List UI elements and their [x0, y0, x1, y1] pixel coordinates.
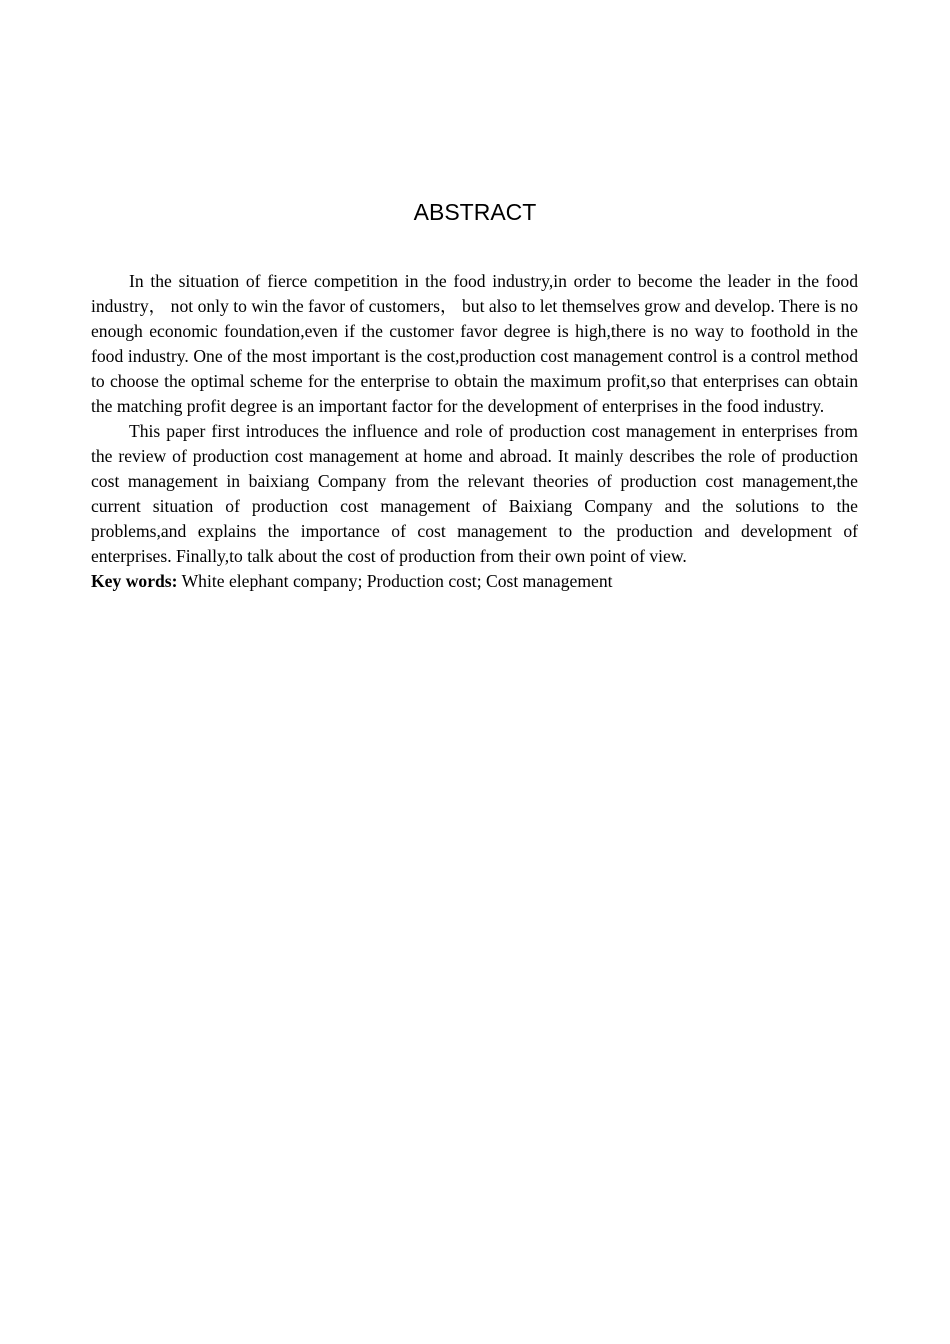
keywords-text: White elephant company; Production cost; Cost management: [177, 571, 613, 591]
keywords-label: Key words:: [91, 571, 178, 591]
abstract-body: [91, 269, 858, 594]
keywords-line: [91, 569, 858, 594]
abstract-paragraph-1: In the situation of fierce competition in the food industry,in order to become the leader in the food industry， not only to win the favor of customers， but also to let themselves grow and develop. There is no enough economic foundation,even if the customer favor degree is high,there is no way to foothold in the food industry. One of the most important is the cost,production cost management control is a control method to choose the optimal scheme for the enterprise to obtain the maximum profit,so that enterprises can obtain the matching profit degree is an important factor for the development of enterprises in the food industry.: [91, 271, 858, 416]
abstract-title: ABSTRACT: [413, 199, 537, 225]
abstract-paragraph-2: This paper first introduces the influence and role of production cost management in enterprises from the review of production cost management at home and abroad. It mainly describes the role of production cost management in baixiang Company from the relevant theories of production cost management,the current situation of production cost management of Baixiang Company and the solutions to the problems,and explains the importance of cost management to the production and development of enterprises. Finally,to talk about the cost of production from their own point of view.: [91, 421, 858, 566]
